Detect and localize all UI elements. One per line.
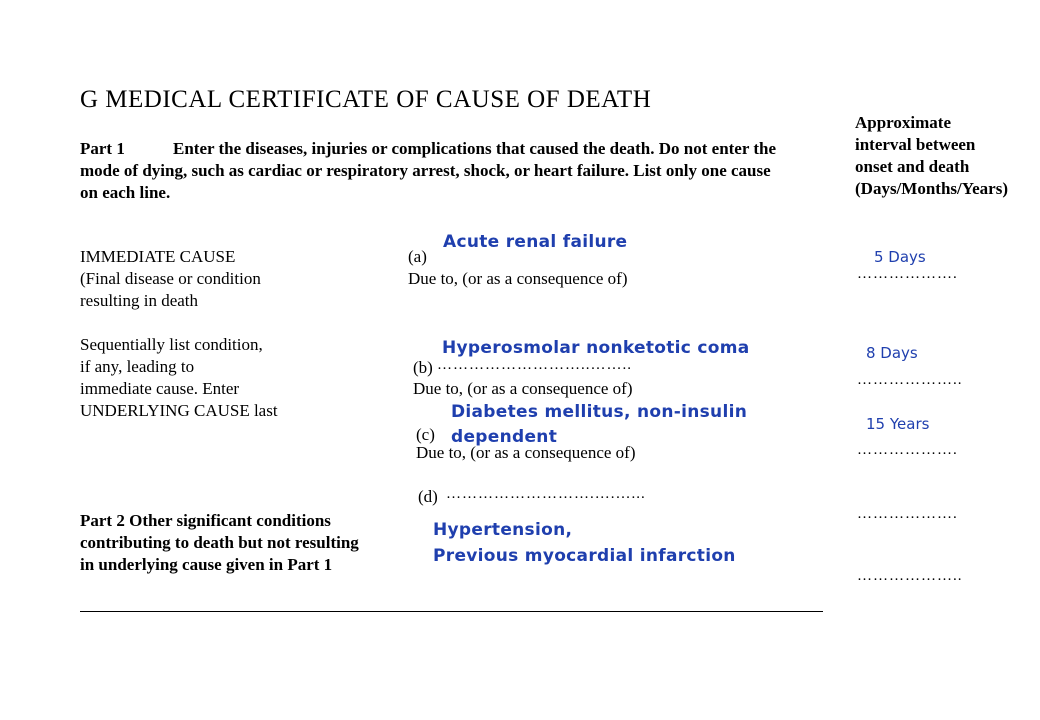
line-d-marker: (d) <box>418 487 438 506</box>
sequential-label-1: Sequentially list condition, <box>80 335 263 354</box>
line-b-dots: ………………………..…….. <box>437 357 632 373</box>
immediate-cause-label-3: resulting in death <box>80 291 199 310</box>
cause-c-entry-line-2[interactable]: dependent <box>451 427 558 447</box>
cause-b-entry[interactable]: Hyperosmolar nonketotic coma <box>442 338 750 358</box>
interval-dots-a: ………………. <box>857 266 958 282</box>
bottom-divider <box>80 611 823 612</box>
part2-label-1: Part 2 Other significant conditions <box>80 511 331 530</box>
sequential-label-3: immediate cause. Enter <box>80 379 240 398</box>
immediate-cause-label-2: (Final disease or condition <box>80 269 261 288</box>
part1-instruction-line-2: mode of dying, such as cardiac or respiratory arrest, shock, or heart failure. List only one cause <box>80 161 771 180</box>
part2-label-3: in underlying cause given in Part 1 <box>80 555 333 574</box>
interval-dots-part2: ……………….. <box>857 568 963 584</box>
line-d-dots: ……………………….….…... <box>446 486 646 502</box>
line-c-marker: (c) <box>416 425 435 444</box>
interval-heading-line-2: interval between <box>855 135 976 154</box>
cause-c-entry-line-1[interactable]: Diabetes mellitus, non-insulin <box>451 402 748 422</box>
interval-dots-d: ………………. <box>857 506 958 522</box>
interval-heading-line-4: (Days/Months/Years) <box>855 179 1008 198</box>
part1-heading: Part 1 <box>80 139 125 158</box>
line-c-due-to: Due to, (or as a consequence of) <box>416 443 636 462</box>
part2-label-2: contributing to death but not resulting <box>80 533 359 552</box>
immediate-cause-label-1: IMMEDIATE CAUSE <box>80 247 236 266</box>
line-b-marker: (b) <box>413 358 433 377</box>
part1-instruction-line-1: Enter the diseases, injuries or complications that caused the death. Do not enter the <box>173 139 777 158</box>
line-a-due-to: Due to, (or as a consequence of) <box>408 269 628 288</box>
interval-dots-c: ………………. <box>857 442 958 458</box>
sequential-label-2: if any, leading to <box>80 357 195 376</box>
sequential-label-4: UNDERLYING CAUSE last <box>80 401 278 420</box>
line-a-marker: (a) <box>408 247 427 266</box>
interval-a-entry[interactable]: 5 Days <box>874 248 926 266</box>
form-title: G MEDICAL CERTIFICATE OF CAUSE OF DEATH <box>80 86 652 113</box>
interval-heading-line-3: onset and death <box>855 157 970 176</box>
line-b-due-to: Due to, (or as a consequence of) <box>413 379 633 398</box>
part2-entry-line-1[interactable]: Hypertension, <box>433 520 573 540</box>
interval-b-entry[interactable]: 8 Days <box>866 344 918 362</box>
cause-a-entry[interactable]: Acute renal failure <box>443 232 628 252</box>
part1-instruction-line-3: on each line. <box>80 183 171 202</box>
part2-entry-line-2[interactable]: Previous myocardial infarction <box>433 546 736 566</box>
interval-dots-b: ……………….. <box>857 372 963 388</box>
interval-heading-line-1: Approximate <box>855 113 952 132</box>
interval-c-entry[interactable]: 15 Years <box>866 415 930 433</box>
